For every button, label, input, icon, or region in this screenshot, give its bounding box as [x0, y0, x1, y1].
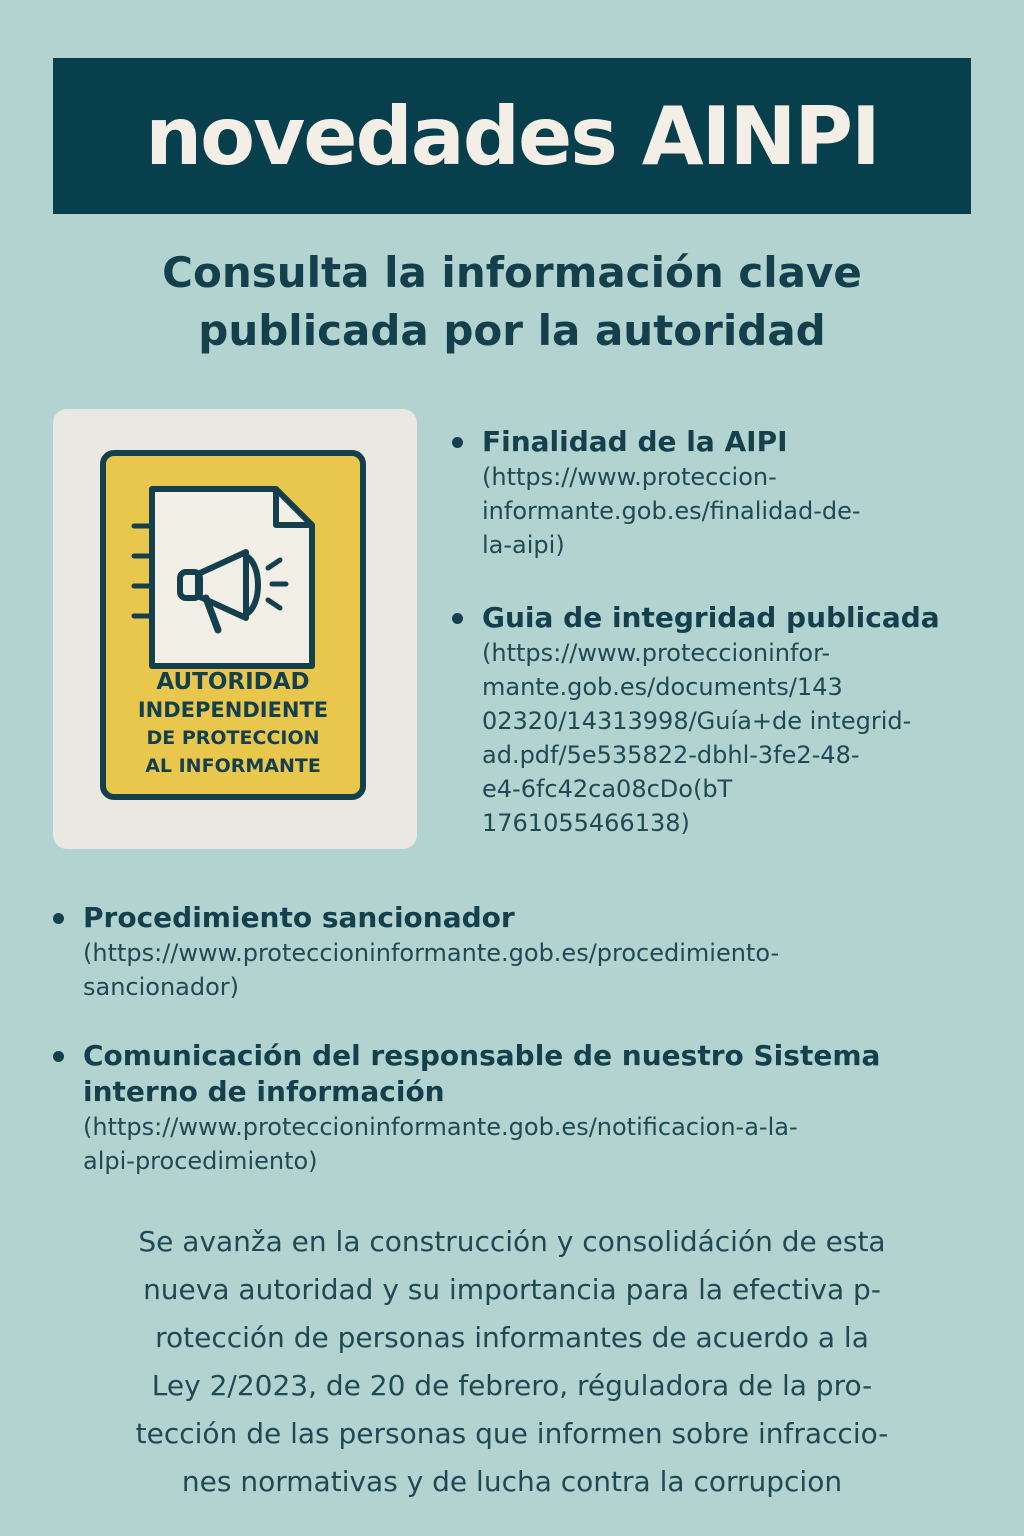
logo-line-4: AL INFORMANTE — [145, 755, 321, 777]
link-url[interactable]: (https://www.proteccioninformante.gob.es/notificacion-a-la- alpi-procedimiento) — [83, 1113, 798, 1175]
list-item-procedimiento[interactable] — [83, 900, 983, 1004]
link-title[interactable]: Finalidad de la AIPI — [482, 425, 788, 458]
link-title[interactable]: Procedimiento sancionador — [83, 901, 515, 934]
aipi-logo — [100, 450, 366, 800]
logo-line-3: DE PROTECCION — [146, 727, 320, 749]
list-item-guia[interactable] — [482, 600, 992, 840]
link-title[interactable]: Guia de integridad publicada — [482, 601, 940, 634]
list-item-finalidad[interactable] — [482, 424, 982, 562]
logo-line-1: AUTORIDAD — [156, 669, 310, 695]
header-banner — [53, 58, 971, 214]
body-paragraph: Se avanža en la construcción y consolidáción de esta nueva autoridad y su importancia para la efectiva p- rotección de personas informantes de acuerdo a la Ley 2/2023, de 20 de febrero, réguladora de la pro- tección de las personas que informen sobre infraccio- nes normativas y de lucha contra la corrupcion — [135, 1225, 889, 1498]
logo-text — [106, 668, 360, 780]
list-item-comunicacion[interactable] — [83, 1038, 983, 1178]
bullet-icon — [452, 613, 463, 624]
bullet-icon — [452, 437, 463, 448]
bullet-icon — [53, 913, 64, 924]
link-url[interactable]: (https://www.proteccioninfor- mante.gob.es/documents/143 02320/14313998/Guía+de integrid- ad.pdf/5e535822-dbhl-3fe2-48- e4-6fc42ca08cDo(bT 1761055466138) — [482, 639, 912, 837]
link-url[interactable]: (https://www.proteccion- informante.gob.es/finalidad-de- la-aipi) — [482, 463, 861, 559]
logo-card — [53, 409, 417, 849]
page-title: novedades AINPI — [145, 89, 879, 183]
bullet-icon — [53, 1051, 64, 1062]
subtitle: Consulta la información clave publicada por la autoridad — [162, 248, 862, 355]
link-url[interactable]: (https://www.proteccioninformante.gob.es/procedimiento- sancionador) — [83, 939, 780, 1001]
link-title[interactable]: Comunicación del responsable de nuestro Sistema interno de información — [83, 1039, 881, 1108]
logo-line-2: INDEPENDIENTE — [137, 698, 329, 722]
